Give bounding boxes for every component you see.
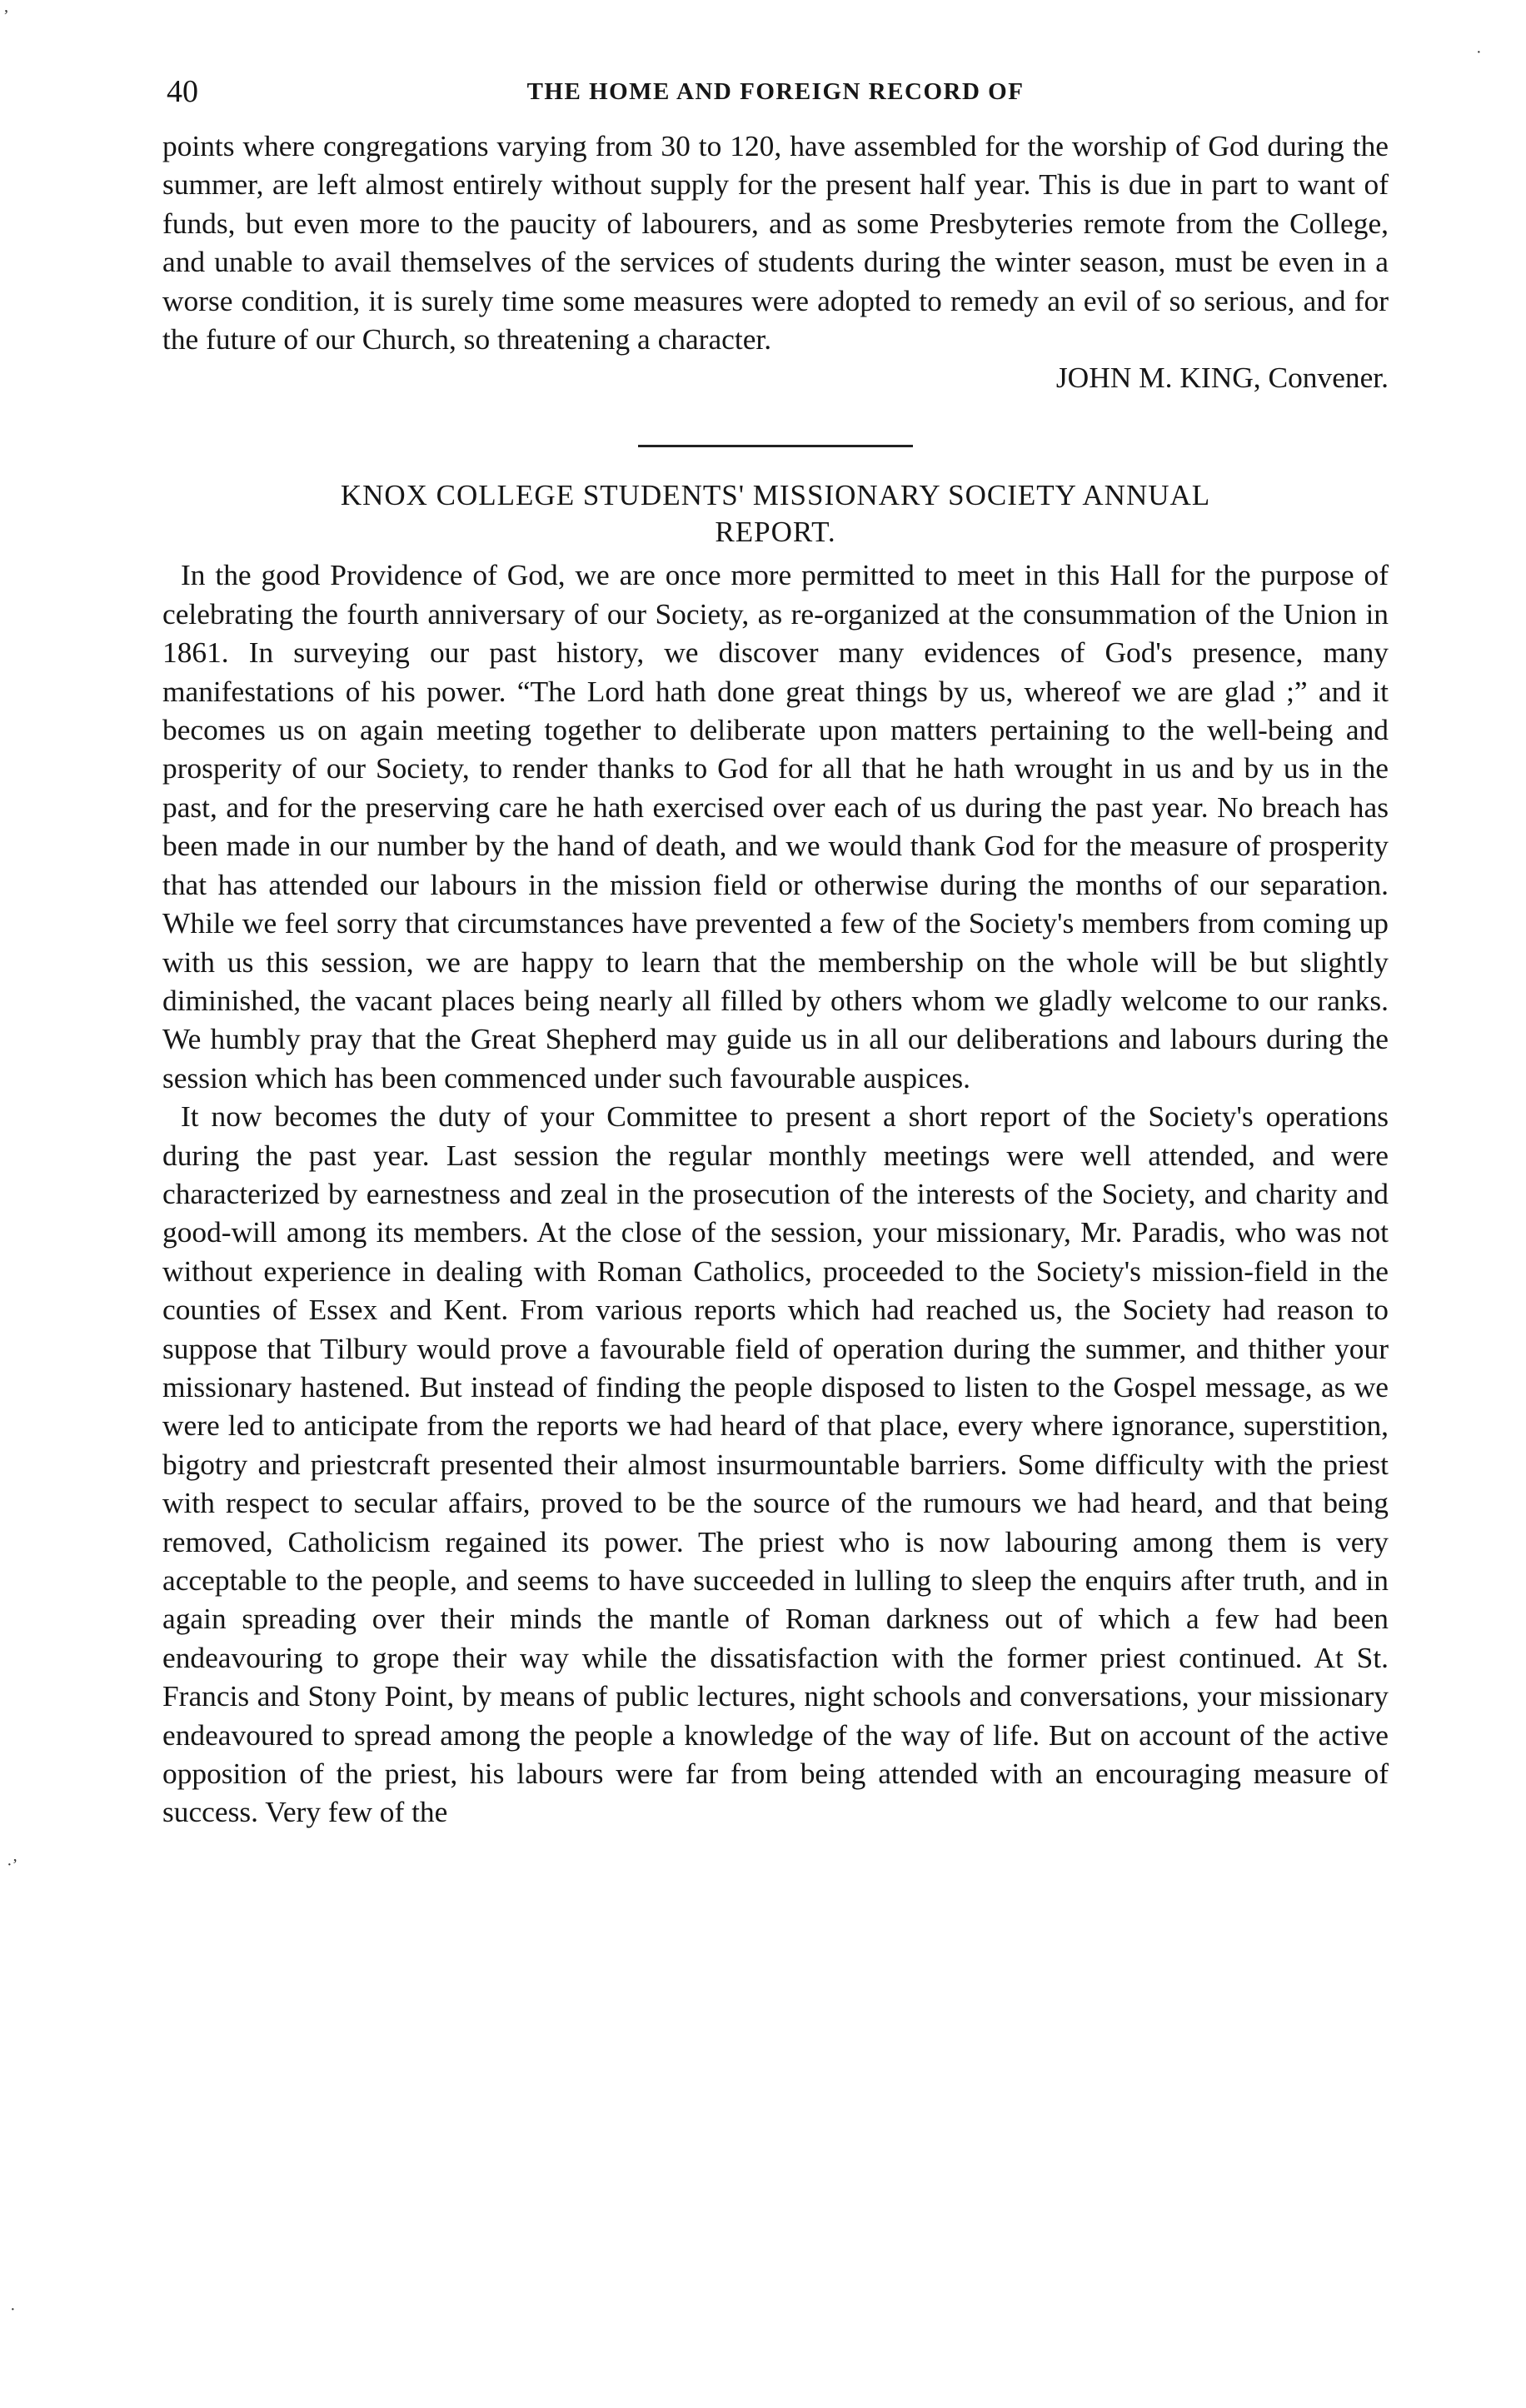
page-number: 40 [167, 74, 198, 109]
running-head [162, 67, 1389, 117]
margin-mark-bottom-left: · [10, 2301, 16, 2319]
margin-mark-top-left: ’ [3, 7, 9, 25]
section-title [162, 477, 1389, 551]
section-title-line-1: KNOX COLLEGE STUDENTS' MISSIONARY SOCIETY ANNUAL [340, 479, 1211, 512]
body-paragraph-2: It now becomes the duty of your Committee to present a short report of the Society's operations during the past year. Last session the regular monthly meetings were well attended, and were characterized by earnestness and zeal in the prosecution of the interests of the Society, and charity and good-will among its members. At the close of the session, your missionary, Mr. Paradis, who was not without experience in dealing with Roman Catholics, proceeded to the Society's mission-field in the counties of Essex and Kent. From various reports which had reached us, the Society had reason to suppose that Tilbury would prove a favourable field of operation during the summer, and thither your missionary hastened. But instead of finding the people disposed to listen to the Gospel message, as we were led to anticipate from the reports we had heard of that place, every where ignorance, superstition, bigotry and priestcraft presented their almost insurmountable barriers. Some difficulty with the priest with respect to secular affairs, proved to be the source of the rumours we had heard, and that being removed, Catholicism regained its power. The priest who is now labouring among them is very acceptable to the people, and seems to have succeeded in lulling to sleep the enquirs after truth, and in again spreading over their minds the mantle of Roman darkness out of which a few had been endeavouring to grope their way while the dissatisfaction with the former priest continued. At St. Francis and Stony Point, by means of public lectures, night schools and conversations, your missionary endeavoured to spread among the people a knowledge of the way of life. But on account of the active opposition of the priest, his labours were far from being attended with an encouraging measure of success. Very few of the [162, 1099, 1389, 1829]
signature: JOHN M. KING, Convener. [1055, 361, 1389, 395]
page [162, 67, 1389, 1832]
section-title-line-2: REPORT. [715, 516, 836, 549]
body-paragraph-1: In the good Providence of God, we are once more permitted to meet in this Hall for the purpose of celebrating the fourth anniversary of our Society, as re-organized at the consummation of the Union in 1861. In surveying our past history, we discover many evidences of God's presence, many manifestations of his power. “The Lord hath done great things by us, whereof we are glad ;” and it becomes us on again meeting together to deliberate upon matters pertaining to the well-being and prosperity of our Society, to render thanks to God for all that he hath wrought in us and by us in the past, and for the preserving care he hath exercised over each of us during the past year. No breach has been made in our number by the hand of death, and we would thank God for the measure of prosperity that has attended our labours in the mission field or otherwise during the months of our separation. While we feel sorry that circumstances have prevented a few of the Society's members from coming up with us this session, we are happy to learn that the membership on the whole will be but slightly diminished, the vacant places being nearly all filled by others whom we gladly welcome to our ranks. We humbly pray that the Great Shepherd may guide us in all our deliberations and labours during the session which has been commenced under such favourable auspices. [162, 558, 1389, 1094]
intro-paragraph: points where congregations varying from 30 to 120, have assembled for the worship of God during the summer, are left almost entirely without supply for the present half year. This is due in part to want of funds, but even more to the paucity of labourers, and as some Presbyteries remote from the College, and unable to avail themselves of the services of students during the winter season, must be even in a worse condition, it is surely time some measures were adopted to remedy an evil of so serious, and for the future of our Church, so threatening a character. [162, 129, 1389, 356]
margin-mark-top-right: · [1476, 43, 1482, 62]
section-divider [638, 445, 913, 447]
running-title: THE HOME AND FOREIGN RECORD OF [526, 78, 1025, 105]
margin-mark-mid-left: ·’ [7, 1856, 18, 1874]
